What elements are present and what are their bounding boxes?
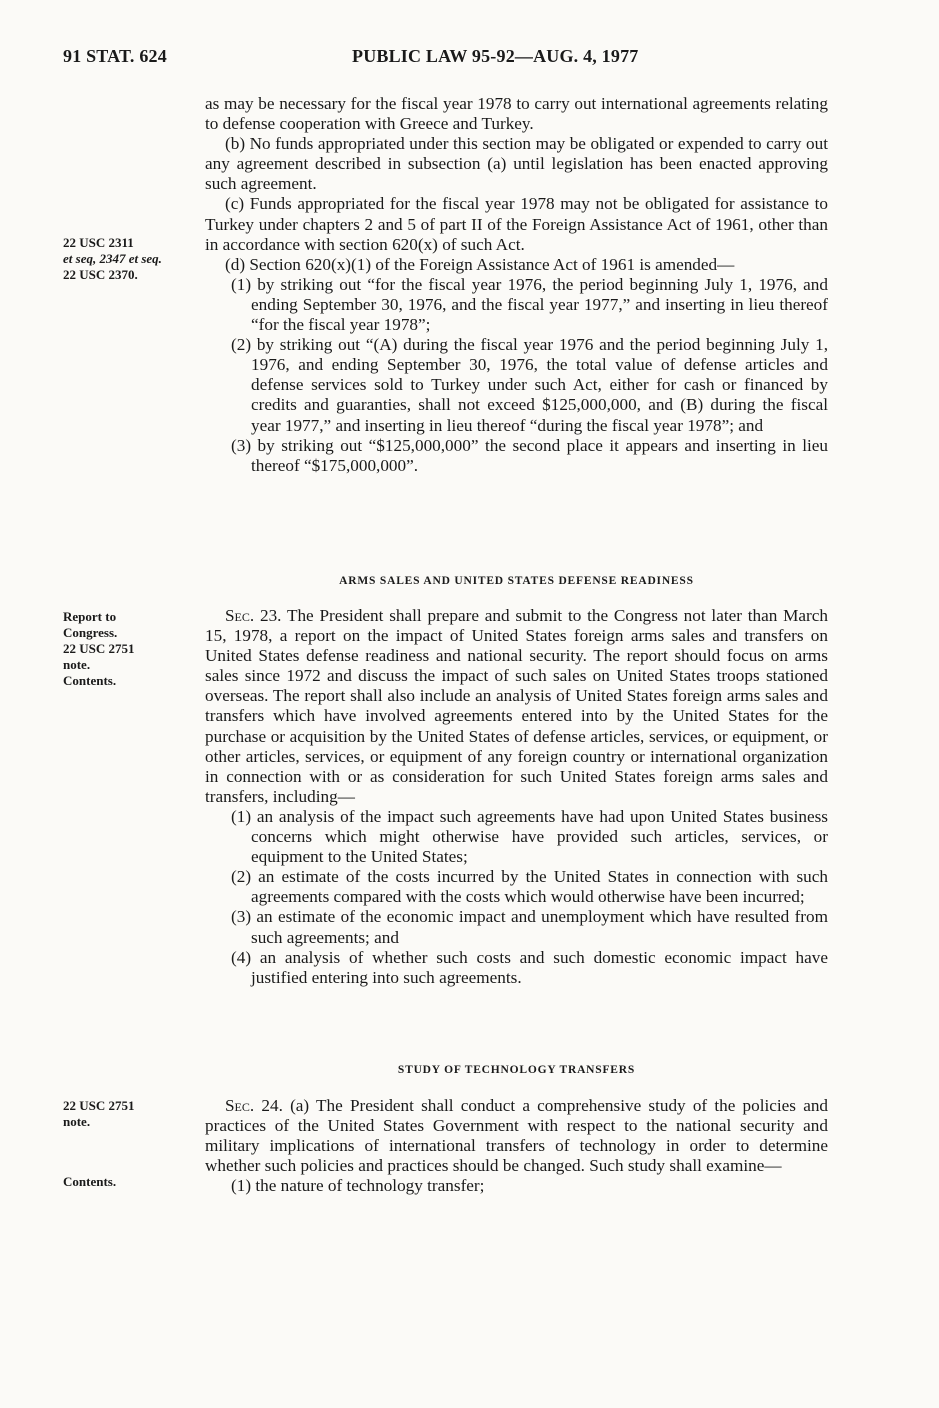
margin-note-contents: [63, 1174, 198, 1190]
margin-note-report-to-congress: [63, 609, 198, 689]
section-23: [205, 606, 828, 988]
list-item: (1) by striking out “for the fiscal year 1976, the period beginning July 1, 1976, and ending September 30, 1976, and the fiscal year 1977,” and inserting in lieu thereof “for the fiscal year 1978”;: [231, 274, 828, 335]
margin-note-line: Report to: [63, 609, 117, 624]
body-paragraph: as may be necessary for the fiscal year 1978 to carry out international agreements relating to defense cooperation with Greece and Turkey.: [205, 94, 828, 134]
section-22-continuation: [205, 94, 828, 476]
subsection-b: (b) No funds appropriated under this section may be obligated or expended to carry out any agreement described in subsection (a) until legislation has been enacted approving such agreement.: [205, 134, 828, 194]
margin-note-line: et seq, 2347 et seq.: [63, 251, 162, 266]
list-item: (1) an analysis of the impact such agreements have had upon United States business concerns which might otherwise have provided such articles, services, or equipment to the United States;: [231, 806, 828, 867]
list-item: (3) an estimate of the economic impact and unemployment which have resulted from such agreements; and: [231, 907, 828, 947]
section-label: Sec. 24.: [225, 1096, 283, 1115]
section-23-paragraph: [205, 606, 828, 807]
margin-note-line: 22 USC 2370.: [63, 267, 138, 282]
section-heading-arms-sales: ARMS SALES AND UNITED STATES DEFENSE READINESS: [339, 575, 694, 587]
section-text: (a) The President shall conduct a comprehensive study of the policies and practices of the United States Government with respect to the national security and military implications of international transfers of technology in order to determine whether such policies and practices should be changed. Such study shall examine—: [205, 1096, 829, 1176]
margin-note-line: 22 USC 2751: [63, 1098, 135, 1113]
list-item: (2) an estimate of the costs incurred by the United States in connection with such agreements compared with the costs which would otherwise have been incurred;: [231, 867, 828, 907]
list-item: (1) the nature of technology transfer;: [231, 1176, 485, 1196]
margin-note-line: Contents.: [63, 673, 117, 688]
list-item: (4) an analysis of whether such costs and such domestic economic impact have justified entering into such agreements.: [231, 947, 828, 987]
statute-page-number: 91 STAT. 624: [63, 46, 167, 66]
margin-note-line: 22 USC 2311: [63, 235, 134, 250]
margin-note-usc-2311: [63, 235, 198, 283]
section-heading-technology-transfers: STUDY OF TECHNOLOGY TRANSFERS: [397, 1064, 636, 1076]
margin-note-line: note.: [63, 657, 91, 672]
section-text: The President shall prepare and submit to the Congress not later than March 15, 1978, a report on the impact of United States foreign arms sales and transfers on United States defense readiness and national security. The report should focus on arms sales since 1972 and discuss the impact of such sales on United States troops stationed overseas. The report shall also include an analysis of United States foreign arms sales and transfers which have involved agreements entered into by the United States for the purchase or acquisition by the United States of defense articles, services, or equipment, or other articles, services, or equipment of any foreign country or international organization in connection with or as consideration for such United States foreign arms sales and transfers, including—: [205, 606, 828, 806]
margin-note-line: Contents.: [63, 1174, 117, 1189]
running-header: PUBLIC LAW 95-92—AUG. 4, 1977: [352, 46, 639, 66]
section-label: Sec. 23.: [225, 606, 282, 625]
margin-note-line: 22 USC 2751: [63, 641, 135, 656]
subsection-c: (c) Funds appropriated for the fiscal year 1978 may not be obligated for assistance to Turkey under chapters 2 and 5 of part II of the Foreign Assistance Act of 1961, other than in accordance with section 620(x) of such Act.: [205, 194, 828, 254]
margin-note-line: note.: [63, 1114, 91, 1129]
list-item: (2) by striking out “(A) during the fiscal year 1976 and the period beginning July 1, 1976, and ending September 30, 1976, the total value of defense articles and defense services sold to Turkey under such Act, either for cash or financed by credits and guaranties, shall not exceed $125,000,000, and (B) during the fiscal year 1977,” and inserting in lieu thereof “during the fiscal year 1978”; and: [231, 335, 828, 435]
section-24: [205, 1096, 828, 1196]
subsection-d: (d) Section 620(x)(1) of the Foreign Assistance Act of 1961 is amended—: [225, 254, 735, 274]
section-24-paragraph: [205, 1096, 828, 1176]
margin-note-line: Congress.: [63, 625, 118, 640]
margin-note-usc-2751: [63, 1098, 198, 1130]
list-item: (3) by striking out “$125,000,000” the second place it appears and inserting in lieu thereof “$175,000,000”.: [231, 435, 828, 475]
